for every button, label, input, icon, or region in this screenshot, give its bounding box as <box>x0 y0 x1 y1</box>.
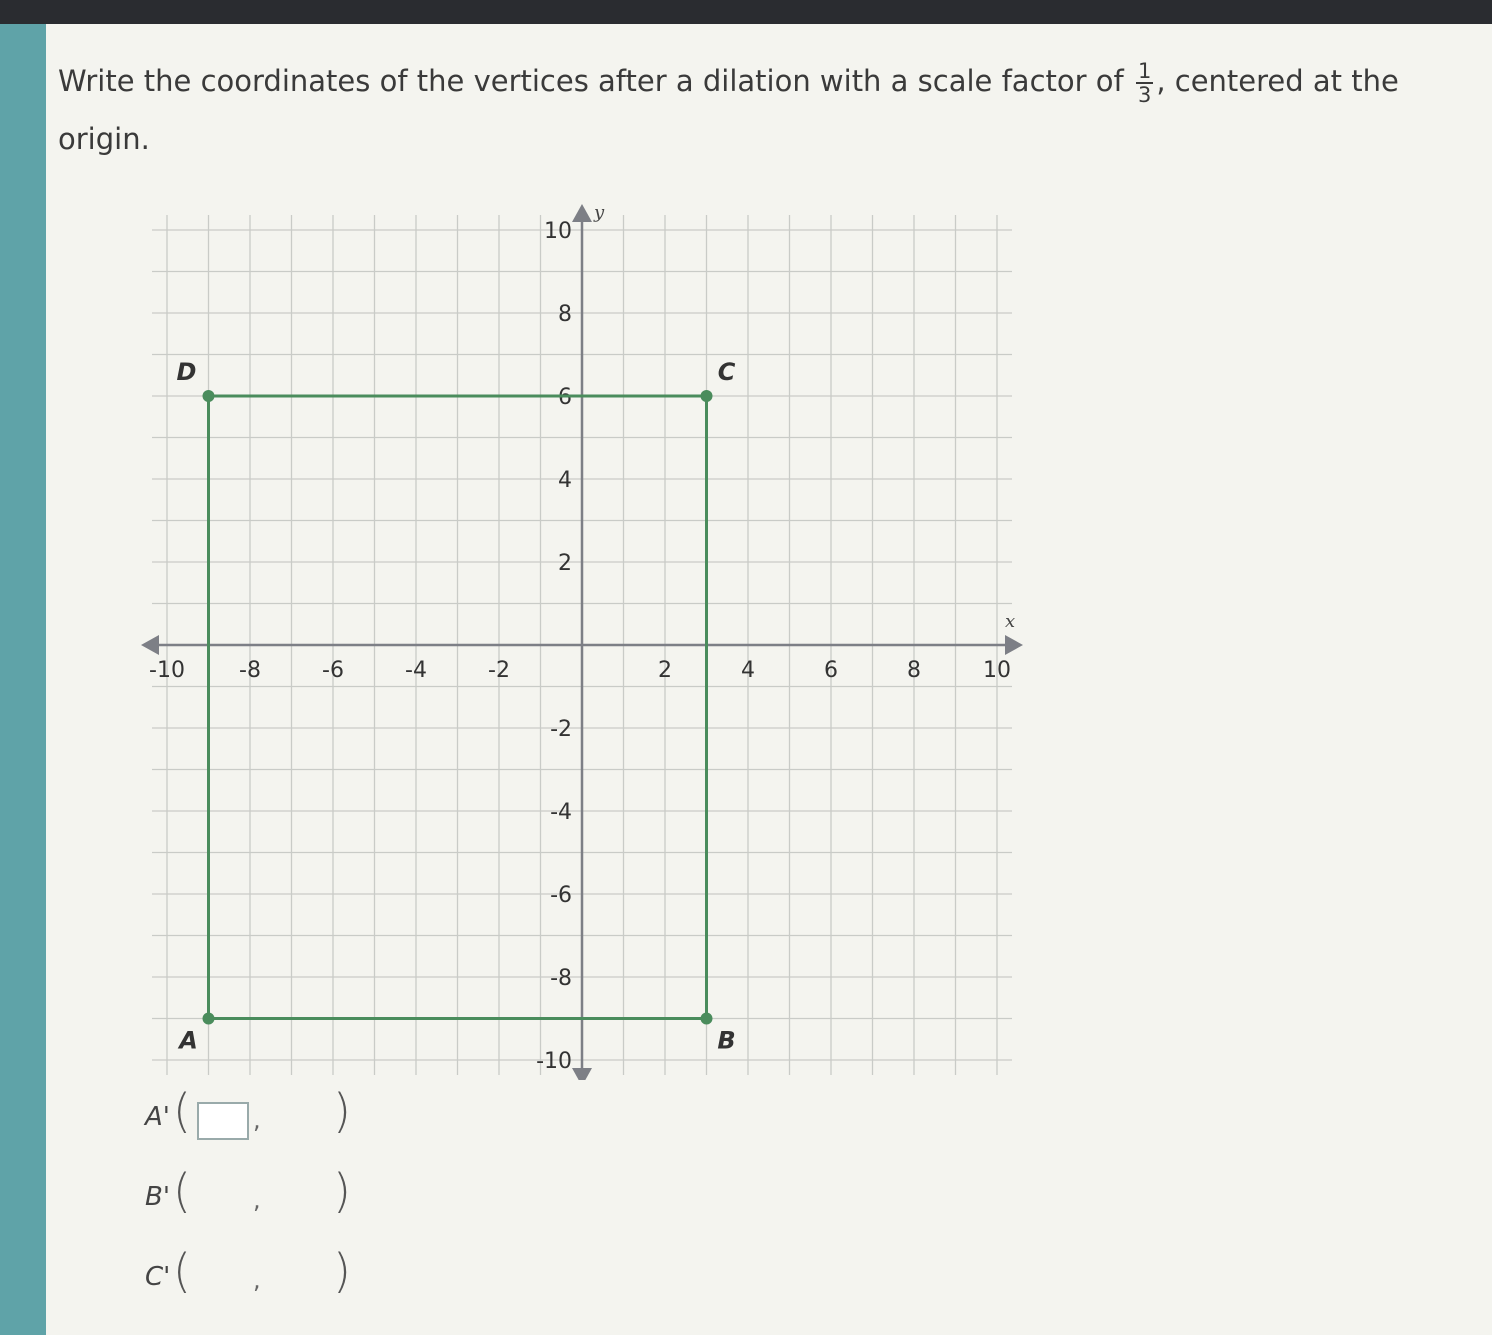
comma: , <box>253 1266 261 1294</box>
close-paren: ) <box>333 1084 351 1138</box>
y-tick-label: 4 <box>558 468 572 493</box>
x-axis-arrow-left <box>141 635 159 655</box>
c-prime-y-input[interactable] <box>275 1260 323 1294</box>
vertex-label-a: A <box>179 1026 198 1055</box>
x-axis-label: x <box>1005 611 1016 632</box>
y-tick-label: -2 <box>550 717 572 742</box>
x-tick-label: -4 <box>405 658 427 683</box>
c-prime-x-input[interactable] <box>197 1260 245 1294</box>
vertex-label-b: B <box>717 1026 736 1055</box>
x-tick-label: -10 <box>149 658 185 683</box>
a-prime-x-input[interactable] <box>197 1102 249 1140</box>
vertex-point-d <box>203 390 215 402</box>
y-tick-label: 2 <box>558 551 572 576</box>
x-tick-label: -8 <box>239 658 261 683</box>
x-tick-label: 8 <box>907 658 921 683</box>
fraction-numerator: 1 <box>1137 59 1152 83</box>
y-tick-label: -4 <box>550 800 572 825</box>
a-prime-y-input[interactable] <box>275 1100 323 1134</box>
y-axis-arrow-up <box>572 204 592 222</box>
answer-label-a: A' <box>145 1102 170 1132</box>
vertex-point-b <box>701 1013 713 1025</box>
answer-label-b: B' <box>145 1182 170 1212</box>
y-tick-label: -10 <box>536 1049 572 1074</box>
answer-label-c: C' <box>145 1262 171 1292</box>
y-tick-label: -6 <box>550 883 572 908</box>
fraction-denominator: 3 <box>1137 83 1152 107</box>
question-prompt <box>58 52 1418 168</box>
y-axis-label: y <box>594 202 605 223</box>
open-paren: ( <box>173 1084 191 1138</box>
x-tick-label: -2 <box>488 658 510 683</box>
y-tick-label: 6 <box>558 385 572 410</box>
x-axis-arrow-right <box>1005 635 1023 655</box>
vertex-point-c <box>701 390 713 402</box>
x-tick-label: 6 <box>824 658 838 683</box>
coordinate-grid <box>120 180 1040 1080</box>
b-prime-y-input[interactable] <box>275 1180 323 1214</box>
comma: , <box>253 1186 261 1214</box>
vertex-label-d: D <box>176 358 197 386</box>
vertex-label-c: C <box>717 358 736 386</box>
x-tick-label: -6 <box>322 658 344 683</box>
prompt-text-after: , centered at the origin. <box>58 64 1399 156</box>
x-tick-label: 2 <box>658 658 672 683</box>
y-axis-arrow-down <box>572 1068 592 1080</box>
window-top-bar <box>0 0 1492 24</box>
close-paren: ) <box>333 1244 351 1298</box>
y-tick-label: -8 <box>550 966 572 991</box>
x-tick-label: 4 <box>741 658 755 683</box>
open-paren: ( <box>173 1244 191 1298</box>
y-tick-label: 10 <box>544 219 572 244</box>
open-paren: ( <box>173 1164 191 1218</box>
x-tick-label: 10 <box>983 658 1011 683</box>
prompt-text-before: Write the coordinates of the vertices after a dilation with a scale factor of <box>58 64 1124 98</box>
close-paren: ) <box>333 1164 351 1218</box>
b-prime-x-input[interactable] <box>197 1180 245 1214</box>
scale-factor-fraction <box>1136 60 1153 106</box>
y-tick-label: 8 <box>558 302 572 327</box>
vertex-point-a <box>203 1013 215 1025</box>
comma: , <box>253 1106 261 1134</box>
